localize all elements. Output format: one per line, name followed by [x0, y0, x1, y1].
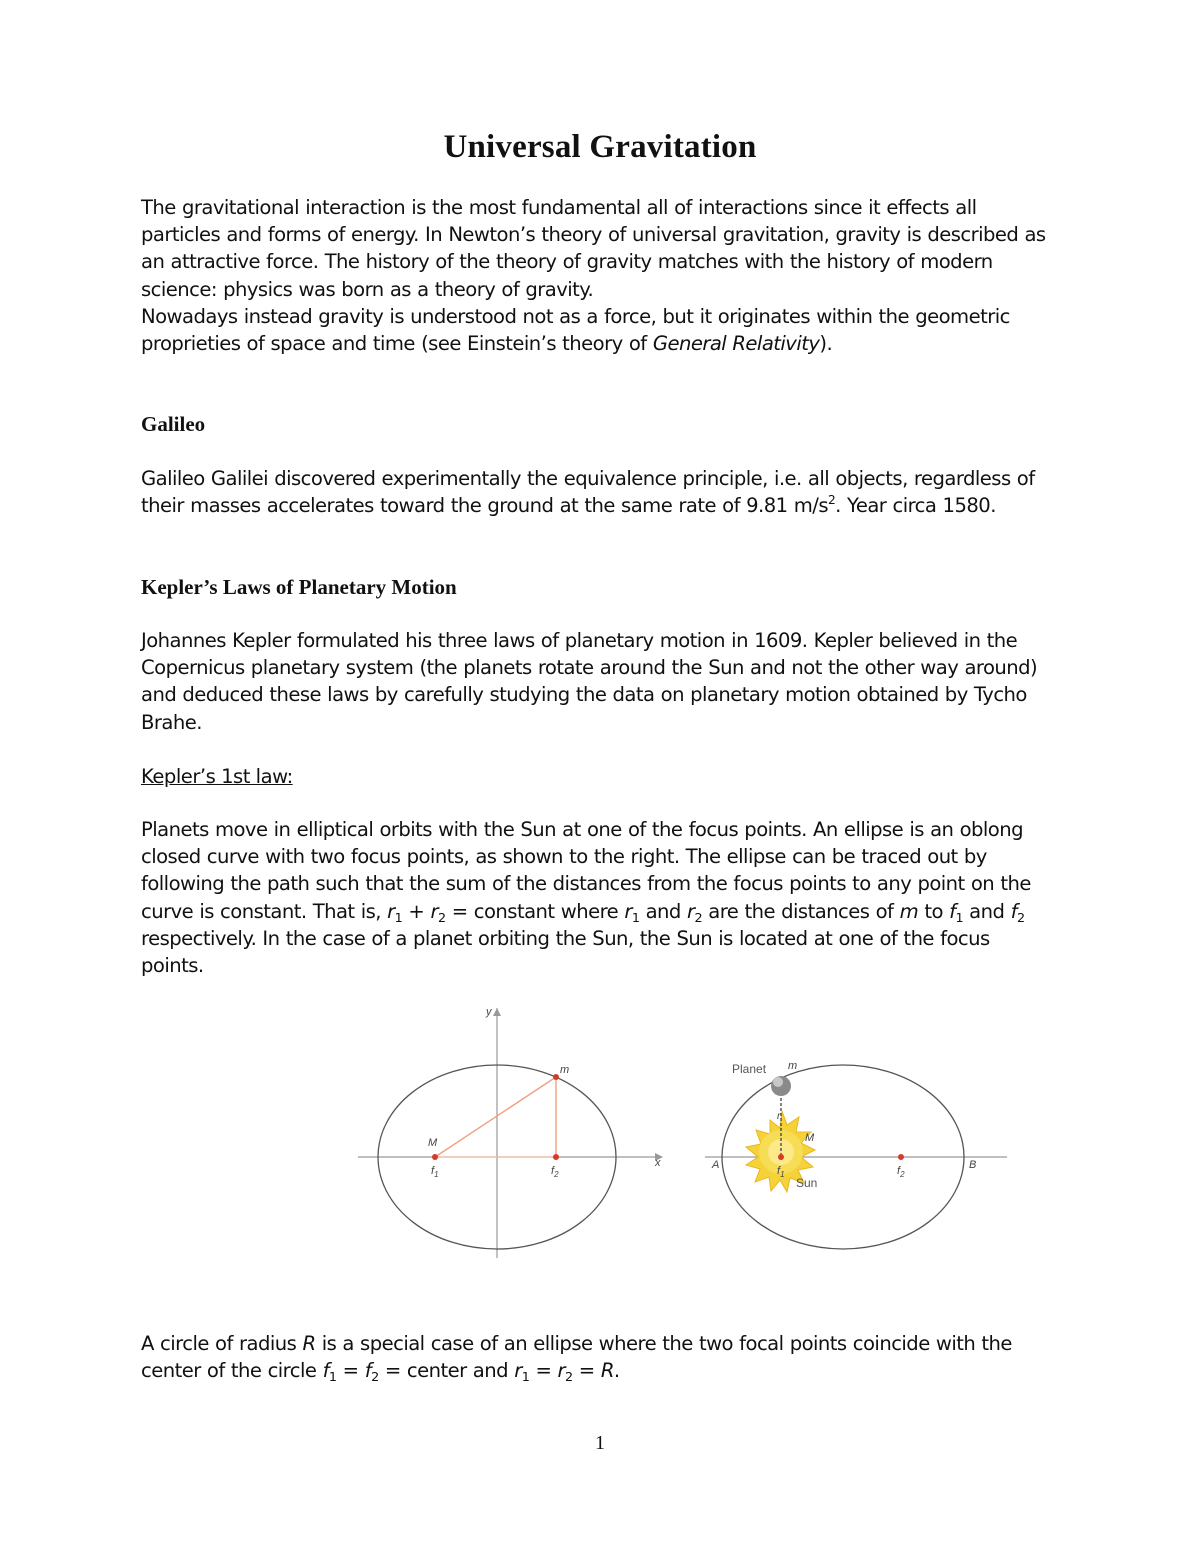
sun-label: Sun: [796, 1176, 818, 1190]
sun-f1-label: $f_1$: [777, 1165, 785, 1179]
focus-point-f2: [553, 1154, 559, 1160]
x-axis-label: x: [655, 1157, 661, 1169]
circle-line: center of the circle $f_1 = f_2$ = center and $r_1 = r_2 = R$.: [141, 1359, 620, 1386]
first-law-paragraph: [141, 816, 1071, 979]
ellipse-foci-diagram: [358, 1006, 663, 1258]
first-law-line: points.: [141, 954, 204, 978]
ellipse-orbit-figure: [350, 1000, 1010, 1262]
intro-line: science: physics was born as a theory of gravity.: [141, 277, 594, 301]
mass-m-point: [553, 1074, 559, 1080]
first-law-line: following the path such that the sum of the distances from the focus points to any point on the: [141, 872, 1031, 896]
f1-label: $f_1$: [431, 1165, 439, 1179]
galileo-paragraph: [141, 465, 1071, 519]
point-B-label: B: [969, 1159, 977, 1171]
y-axis-arrow-icon: [493, 1008, 501, 1016]
sun-focus-f1: [778, 1154, 784, 1160]
intro-line: The gravitational interaction is the most fundamental all of interactions since it effects all: [141, 196, 977, 219]
galileo-heading: Galileo: [141, 412, 206, 436]
circle-paragraph: [141, 1330, 1071, 1384]
mass-m-label: m: [560, 1064, 570, 1076]
first-law-line: curve is constant. That is, $r_1 + r_2$ = constant where $r_1$ and $r_2$ are the distances of m to $f_1$ and $f_2$: [141, 899, 1025, 926]
page-number: 1: [595, 1432, 605, 1454]
intro-paragraph: [141, 194, 1071, 357]
intro-line: proprieties of space and time (see Einstein’s theory of General Relativity).: [141, 332, 833, 356]
circle-line: A circle of radius R is a special case of an ellipse where the two focal points coincide with the: [141, 1332, 1012, 1355]
first-law-line: respectively. In the case of a planet orbiting the Sun, the Sun is located at one of the focus: [141, 926, 990, 950]
planet-icon: [771, 1076, 791, 1096]
kepler-paragraph: [141, 627, 1071, 736]
intro-line: particles and forms of energy. In Newton’s theory of universal gravitation, gravity is described as: [141, 223, 1046, 247]
galileo-line: Galileo Galilei discovered experimentally the equivalence principle, i.e. all objects, regardless of: [141, 467, 1035, 490]
intro-line: an attractive force. The history of the theory of gravity matches with the history of modern: [141, 250, 993, 274]
kepler-heading: Kepler’s Laws of Planetary Motion: [141, 575, 457, 599]
kepler-line: Brahe.: [141, 710, 202, 734]
radius-r-label: r: [777, 1111, 781, 1122]
kepler-line: Copernicus planetary system (the planets rotate around the Sun and not the other way around): [141, 656, 1038, 680]
f2-label: $f_2$: [551, 1165, 559, 1179]
planet-label: Planet: [732, 1062, 767, 1076]
r1-line: [435, 1077, 556, 1157]
focus-point-f1: [432, 1154, 438, 1160]
sun-M-label: M: [805, 1132, 815, 1144]
planet-m-label: m: [788, 1060, 798, 1072]
general-relativity-term: General Relativity: [652, 332, 820, 356]
f2-label-right: $f_2$: [897, 1165, 905, 1179]
y-axis-label: y: [486, 1006, 492, 1018]
point-A-label: A: [712, 1159, 720, 1171]
page-title: Universal Gravitation: [443, 129, 757, 165]
kepler-line: Johannes Kepler formulated his three laws of planetary motion in 1609. Kepler believed in the: [141, 629, 1018, 652]
empty-focus-f2: [898, 1154, 904, 1160]
planet-orbit-diagram: [705, 1060, 1007, 1249]
galileo-line: their masses accelerates toward the ground at the same rate of 9.81 $m/s^2$. Year circa 1580.: [141, 493, 996, 518]
first-law-line: Planets move in elliptical orbits with the Sun at one of the focus points. An ellipse is an oblong: [141, 818, 1023, 841]
mass-M-label: M: [428, 1137, 438, 1149]
first-law-line: closed curve with two focus points, as shown to the right. The ellipse can be traced out by: [141, 845, 987, 869]
kepler-line: and deduced these laws by carefully studying the data on planetary motion obtained by Tycho: [141, 683, 1027, 707]
kepler-first-law-label: Kepler’s 1st law:: [141, 765, 293, 788]
intro-line: Nowadays instead gravity is understood not as a force, but it originates within the geometric: [141, 304, 1010, 328]
